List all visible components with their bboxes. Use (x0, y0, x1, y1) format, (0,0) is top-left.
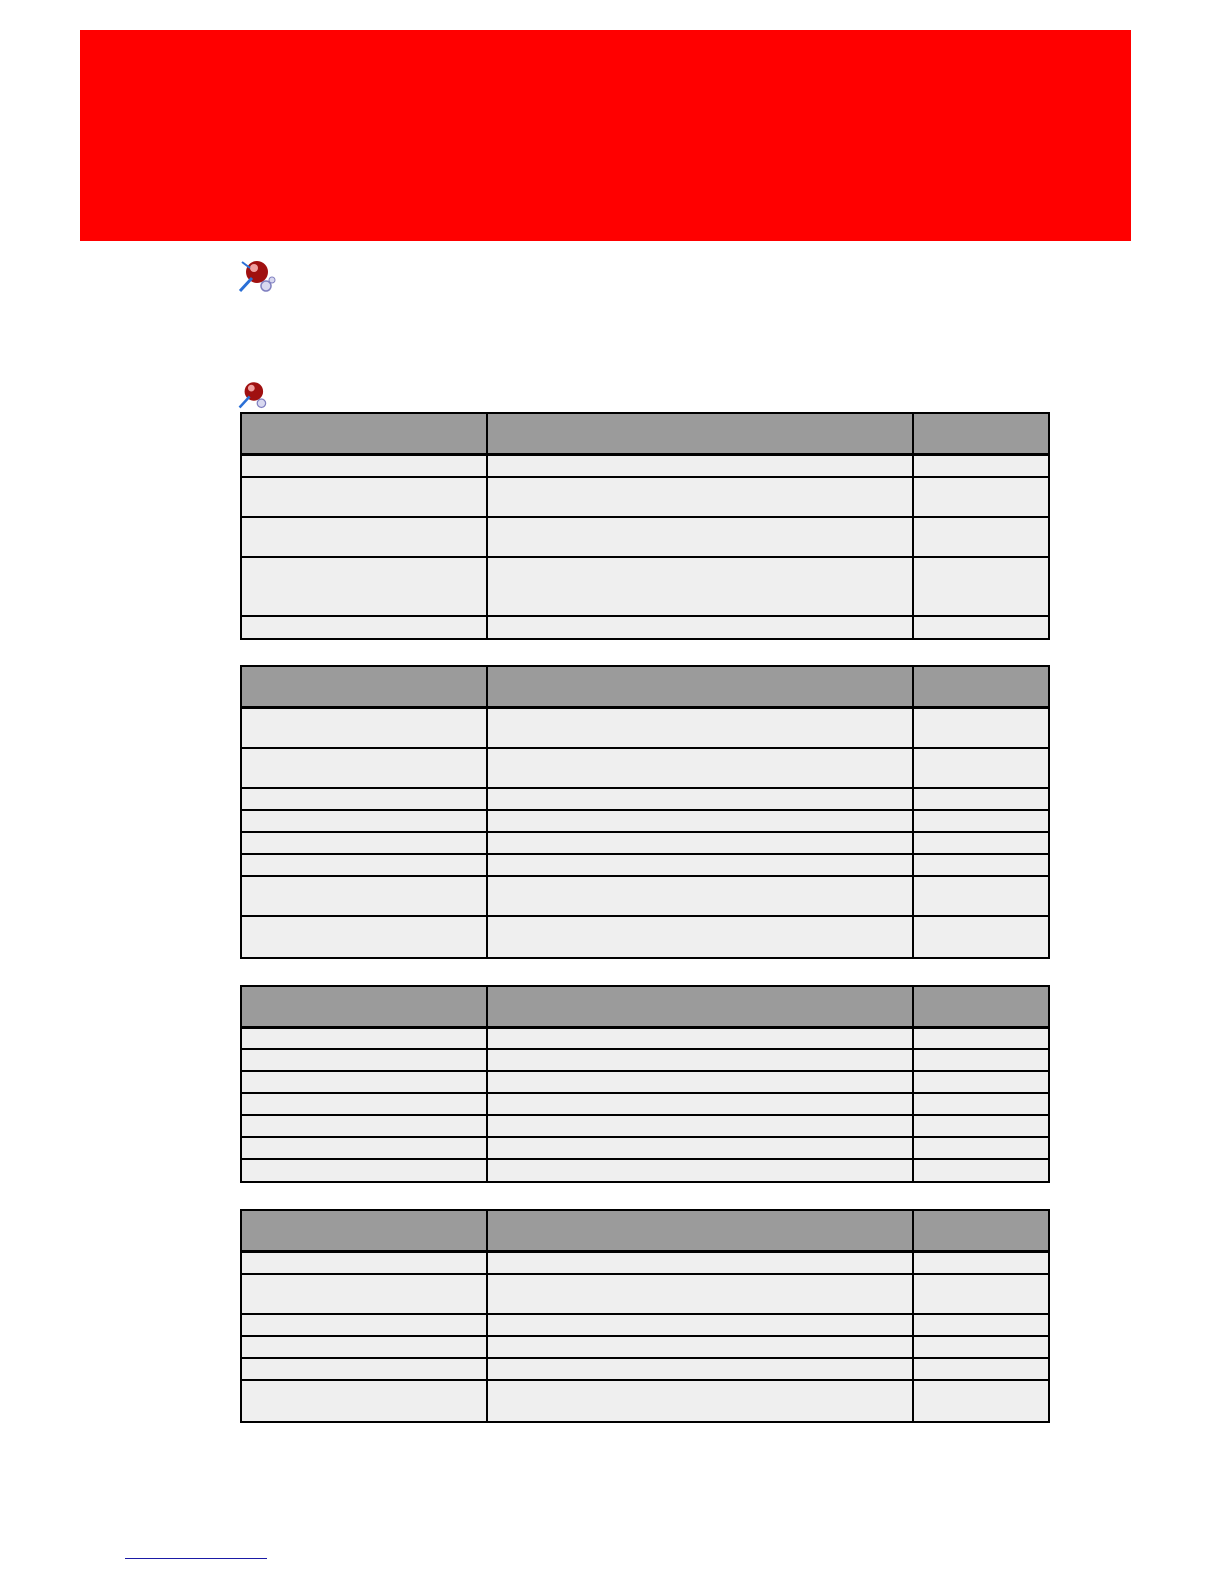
table-row (242, 1315, 1048, 1337)
table-row (242, 478, 1048, 518)
debug-tool-icon (236, 256, 276, 294)
table-row (242, 1072, 1048, 1094)
table-header-row (242, 667, 1048, 709)
table-header-row (242, 414, 1048, 456)
footer-link-underline[interactable] (125, 1558, 267, 1559)
table-header-row (242, 987, 1048, 1029)
table-row (242, 833, 1048, 855)
table-row (242, 456, 1048, 478)
table-row (242, 617, 1048, 638)
table-1 (240, 412, 1050, 640)
table-row (242, 1275, 1048, 1315)
table-row (242, 1381, 1048, 1421)
table-row (242, 709, 1048, 749)
table-header-row (242, 1211, 1048, 1253)
table-2 (240, 665, 1050, 959)
table-row (242, 1116, 1048, 1138)
table-4 (240, 1209, 1050, 1423)
table-row (242, 1160, 1048, 1181)
table-row (242, 877, 1048, 917)
table-row (242, 749, 1048, 789)
debug-tool-icon (236, 378, 270, 410)
table-row (242, 1337, 1048, 1359)
table-row (242, 917, 1048, 957)
table-3 (240, 985, 1050, 1183)
table-row (242, 558, 1048, 617)
table-row (242, 1359, 1048, 1381)
title-banner (80, 30, 1131, 241)
table-row (242, 1253, 1048, 1275)
table-row (242, 1138, 1048, 1160)
table-row (242, 1094, 1048, 1116)
table-row (242, 1050, 1048, 1072)
table-row (242, 518, 1048, 558)
table-row (242, 1029, 1048, 1050)
table-row (242, 855, 1048, 877)
table-row (242, 811, 1048, 833)
table-row (242, 789, 1048, 811)
